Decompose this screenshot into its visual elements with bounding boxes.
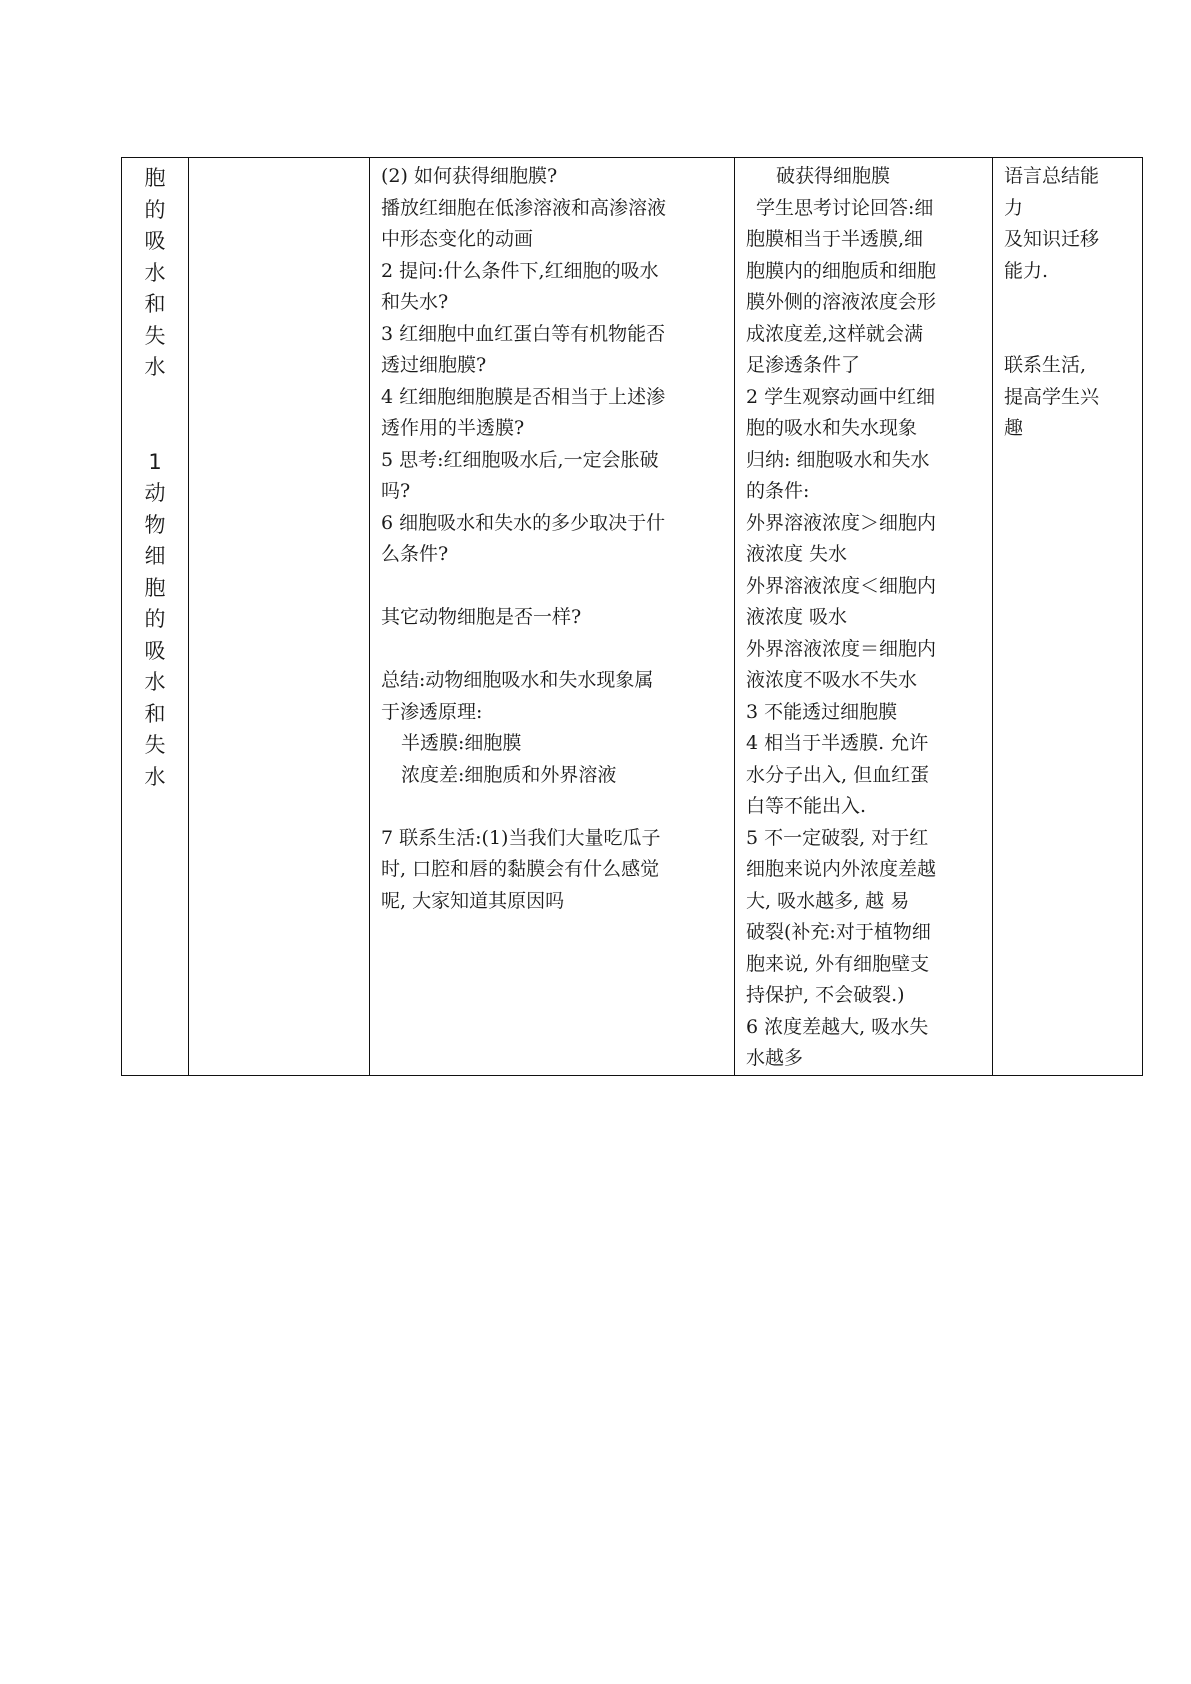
topic-char: 物 [144, 512, 166, 537]
topic-char: 胞 [144, 166, 166, 190]
topic-char: 和 [144, 701, 166, 726]
teacher-line: 6 细胞吸水和失水的多少取决于什 [381, 511, 666, 534]
student-line: 归纳: 细胞吸水和失水 [746, 448, 930, 471]
student-line: 外界溶液浓度＜细胞内 [746, 574, 937, 597]
goal-line: 力 [1004, 196, 1024, 219]
student-line: 白等不能出入. [746, 795, 867, 817]
table-row [122, 158, 1143, 1076]
topic-cell [122, 158, 189, 1076]
student-line: 胞膜相当于半透膜,细 [746, 228, 924, 250]
blank-line [381, 634, 724, 666]
teacher-line: 时, 口腔和唇的黏膜会有什么感觉 [381, 858, 660, 880]
student-line: 胞的吸水和失水现象 [746, 417, 918, 439]
teacher-line: 中形态变化的动画 [381, 228, 534, 250]
student-line: 持保护, 不会破裂.) [746, 984, 905, 1006]
student-line: 3 不能透过细胞膜 [746, 700, 898, 723]
blank-line [1004, 287, 1132, 319]
teacher-line: 呢, 大家知道其原因吗 [381, 889, 565, 912]
topic-char: 水 [144, 764, 166, 789]
student-line: 破获得细胞膜 [776, 165, 891, 187]
student-line: 成浓度差,这样就会满 [746, 322, 924, 345]
topic-char: 1 [148, 449, 162, 474]
goal-line: 趣 [1004, 417, 1024, 439]
blank-line [381, 791, 724, 823]
student-line: 胞来说, 外有细胞壁支 [746, 952, 930, 975]
teacher-line: 吗? [381, 480, 411, 502]
teacher-line: 透过细胞膜? [381, 354, 487, 376]
teacher-line: 3 红细胞中血红蛋白等有机物能否 [381, 322, 666, 345]
student-line: 胞膜内的细胞质和细胞 [746, 259, 937, 282]
topic-char: 失 [144, 733, 166, 757]
student-line: 5 不一定破裂, 对于红 [746, 826, 929, 849]
teacher-line: 播放红细胞在低渗溶液和高渗溶液 [381, 196, 667, 219]
student-line: 破裂(补充:对于植物细 [746, 921, 931, 943]
teacher-line: 么条件? [381, 543, 449, 565]
topic-char: 和 [144, 292, 166, 316]
blank-line [1004, 319, 1132, 351]
student-line: 液浓度 吸水 [746, 606, 848, 628]
blank-line [381, 571, 724, 603]
teacher-line: 透作用的半透膜? [381, 417, 525, 439]
teacher-line: 其它动物细胞是否一样? [381, 606, 582, 628]
student-line: 水分子出入, 但血红蛋 [746, 763, 930, 786]
student-line: 足渗透条件了 [746, 354, 861, 376]
student-line: 细胞来说内外浓度差越 [746, 858, 937, 880]
student-line: 外界溶液浓度＞细胞内 [746, 511, 937, 534]
topic-char: 细 [144, 544, 166, 568]
empty-cell [189, 158, 370, 1076]
topic-char: 的 [144, 197, 166, 222]
student-line: 的条件: [746, 480, 810, 502]
student-line: 水越多 [746, 1047, 804, 1069]
teacher-line: (2) 如何获得细胞膜? [381, 165, 558, 187]
teacher-line: 5 思考:红细胞吸水后,一定会胀破 [381, 448, 659, 471]
student-line: 4 相当于半透膜. 允许 [746, 732, 929, 754]
student-activity-cell [735, 158, 993, 1076]
teacher-line: 于渗透原理: [381, 700, 483, 723]
student-line: 液浓度不吸水不失水 [746, 669, 918, 691]
student-line: 液浓度 失水 [746, 543, 848, 565]
student-line: 学生思考讨论回答:细 [756, 196, 934, 219]
student-line: 2 学生观察动画中红细 [746, 385, 936, 408]
lesson-plan-table [121, 157, 1143, 1076]
topic-char: 吸 [144, 638, 166, 663]
goal-line: 及知识迁移 [1004, 228, 1100, 250]
teacher-line: 半透膜:细胞膜 [401, 732, 522, 754]
topic-char: 动 [144, 481, 166, 505]
teacher-line: 4 红细胞细胞膜是否相当于上述渗 [381, 385, 666, 408]
topic-char: 胞 [144, 575, 166, 600]
goal-line: 提高学生兴 [1004, 385, 1100, 408]
spacer [122, 384, 188, 447]
topic-char: 失 [144, 323, 166, 348]
teacher-activity-cell [370, 158, 735, 1076]
student-line: 膜外侧的溶液浓度会形 [746, 291, 937, 313]
topic-char: 水 [144, 670, 166, 694]
topic-char: 吸 [144, 229, 166, 253]
topic-char: 的 [144, 607, 166, 631]
teacher-line: 7 联系生活:(1)当我们大量吃瓜子 [381, 826, 661, 849]
student-line: 外界溶液浓度＝细胞内 [746, 637, 937, 660]
goal-line: 能力. [1004, 259, 1049, 282]
teacher-line: 2 提问:什么条件下,红细胞的吸水 [381, 259, 659, 282]
student-line: 6 浓度差越大, 吸水失 [746, 1015, 929, 1038]
goal-line: 语言总结能 [1004, 165, 1100, 187]
student-line: 大, 吸水越多, 越 易 [746, 889, 910, 912]
teacher-line: 浓度差:细胞质和外界溶液 [401, 763, 617, 786]
topic-vertical-text [122, 158, 188, 793]
topic-char: 水 [144, 260, 166, 285]
teacher-line: 和失水? [381, 291, 449, 313]
goal-line: 联系生活, [1004, 354, 1087, 376]
teacher-line: 总结:动物细胞吸水和失水现象属 [381, 669, 654, 691]
topic-char: 水 [144, 355, 166, 379]
design-intent-cell [993, 158, 1143, 1076]
